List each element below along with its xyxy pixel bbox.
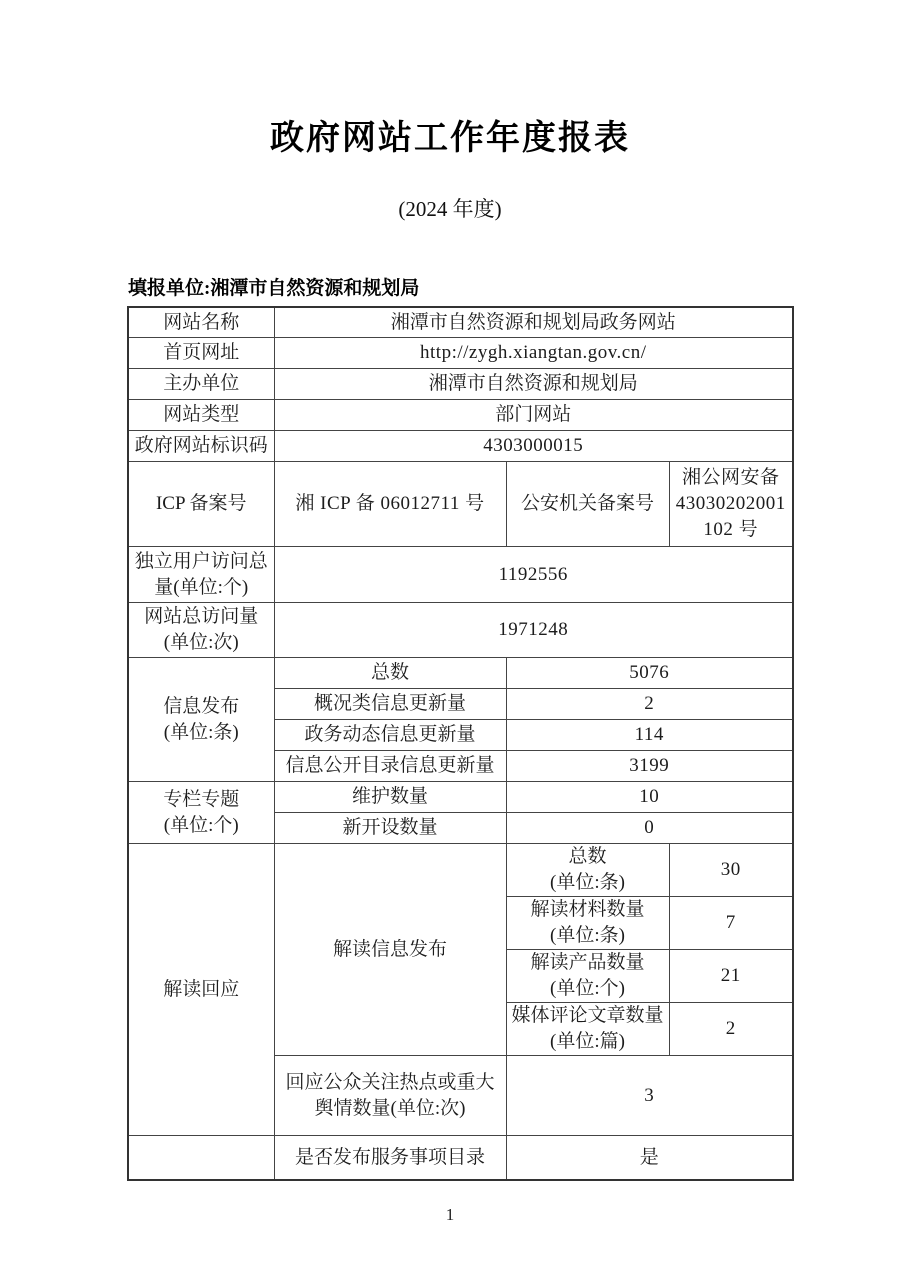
cell-site-code-label: 政府网站标识码 — [128, 431, 274, 462]
cell-site-name-label: 网站名称 — [128, 307, 274, 338]
cell-topic-new-value: 0 — [506, 813, 793, 844]
row-info-total — [128, 658, 793, 689]
row-site-type — [128, 400, 793, 431]
cell-topic-maintain-label: 维护数量 — [274, 782, 506, 813]
cell-empty — [128, 1136, 274, 1180]
cell-hotspot-label: 回应公众关注热点或重大舆情数量(单位:次) — [274, 1056, 506, 1136]
row-icp — [128, 462, 793, 547]
cell-site-type-label: 网站类型 — [128, 400, 274, 431]
cell-info-total-label: 总数 — [274, 658, 506, 689]
interpret-product-label: 解读产品数量 — [530, 952, 645, 974]
cell-host-unit-value: 湘潭市自然资源和规划局 — [274, 369, 793, 400]
cell-police-value: 湘公网安备 43030202001102 号 — [669, 462, 793, 547]
row-service-catalog — [128, 1136, 793, 1180]
page-title: 政府网站工作年度报表 — [270, 119, 630, 157]
cell-icp-label: ICP 备案号 — [128, 462, 274, 547]
cell-columns-topics-section — [128, 782, 274, 844]
cell-hotspot-value: 3 — [506, 1056, 793, 1136]
cell-info-publish-section — [128, 658, 274, 782]
interpret-material-unit: (单位:条) — [550, 925, 625, 947]
cell-interpret-publish: 解读信息发布 — [274, 844, 506, 1056]
cell-interpret-total-value: 30 — [669, 844, 793, 897]
cell-service-catalog-value: 是 — [506, 1136, 793, 1180]
cell-interpret-section: 解读回应 — [128, 844, 274, 1136]
cell-interpret-material-label — [506, 897, 669, 950]
cell-unique-visitors-label: 独立用户访问总量(单位:个) — [128, 547, 274, 603]
interpret-total-label: 总数 — [568, 846, 607, 868]
interpret-product-unit: (单位:个) — [550, 978, 625, 1000]
filing-unit-value: 湘潭市自然资源和规划局 — [210, 277, 420, 299]
row-site-code — [128, 431, 793, 462]
cell-icp-value: 湘 ICP 备 06012711 号 — [274, 462, 506, 547]
cell-info-catalog-value: 3199 — [506, 751, 793, 782]
row-topic-maintain — [128, 782, 793, 813]
cell-topic-maintain-value: 10 — [506, 782, 793, 813]
cell-interpret-media-label — [506, 1003, 669, 1056]
interpret-total-unit: (单位:条) — [550, 872, 625, 894]
columns-topics-label: 专栏专题 — [163, 788, 240, 810]
cell-total-visits-value: 1971248 — [274, 603, 793, 658]
cell-info-total-value: 5076 — [506, 658, 793, 689]
cell-info-dynamic-value: 114 — [506, 720, 793, 751]
cell-total-visits-label: 网站总访问量(单位:次) — [128, 603, 274, 658]
cell-info-catalog-label: 信息公开目录信息更新量 — [274, 751, 506, 782]
interpret-material-label: 解读材料数量 — [530, 899, 645, 921]
cell-service-catalog-label: 是否发布服务事项目录 — [274, 1136, 506, 1180]
page-subtitle: (2024 年度) — [398, 196, 502, 221]
row-unique-visitors — [128, 547, 793, 603]
row-home-url — [128, 338, 793, 369]
cell-interpret-media-value: 2 — [669, 1003, 793, 1056]
cell-unique-visitors-value: 1192556 — [274, 547, 793, 603]
info-publish-label: 信息发布 — [163, 695, 240, 717]
cell-info-dynamic-label: 政务动态信息更新量 — [274, 720, 506, 751]
interpret-media-unit: (单位:篇) — [550, 1031, 625, 1053]
report-table — [127, 306, 794, 1181]
cell-interpret-product-value: 21 — [669, 950, 793, 1003]
cell-interpret-total-label — [506, 844, 669, 897]
columns-topics-unit: (单位:个) — [163, 814, 239, 836]
cell-site-name-value: 湘潭市自然资源和规划局政务网站 — [274, 307, 793, 338]
cell-info-overview-label: 概况类信息更新量 — [274, 689, 506, 720]
page-number: 1 — [445, 1204, 455, 1224]
cell-interpret-product-label — [506, 950, 669, 1003]
cell-topic-new-label: 新开设数量 — [274, 813, 506, 844]
cell-site-type-value: 部门网站 — [274, 400, 793, 431]
cell-info-overview-value: 2 — [506, 689, 793, 720]
filing-unit-label: 填报单位: — [128, 277, 211, 299]
cell-home-url-label: 首页网址 — [128, 338, 274, 369]
info-publish-unit: (单位:条) — [163, 721, 239, 743]
cell-police-label: 公安机关备案号 — [506, 462, 669, 547]
row-total-visits — [128, 603, 793, 658]
filing-unit-line — [128, 273, 900, 300]
cell-host-unit-label: 主办单位 — [128, 369, 274, 400]
interpret-media-label: 媒体评论文章数量 — [511, 1005, 664, 1027]
row-interpret-total — [128, 844, 793, 897]
cell-interpret-material-value: 7 — [669, 897, 793, 950]
cell-site-code-value: 4303000015 — [274, 431, 793, 462]
row-site-name — [128, 307, 793, 338]
row-host-unit — [128, 369, 793, 400]
cell-home-url-value: http://zygh.xiangtan.gov.cn/ — [274, 338, 793, 369]
